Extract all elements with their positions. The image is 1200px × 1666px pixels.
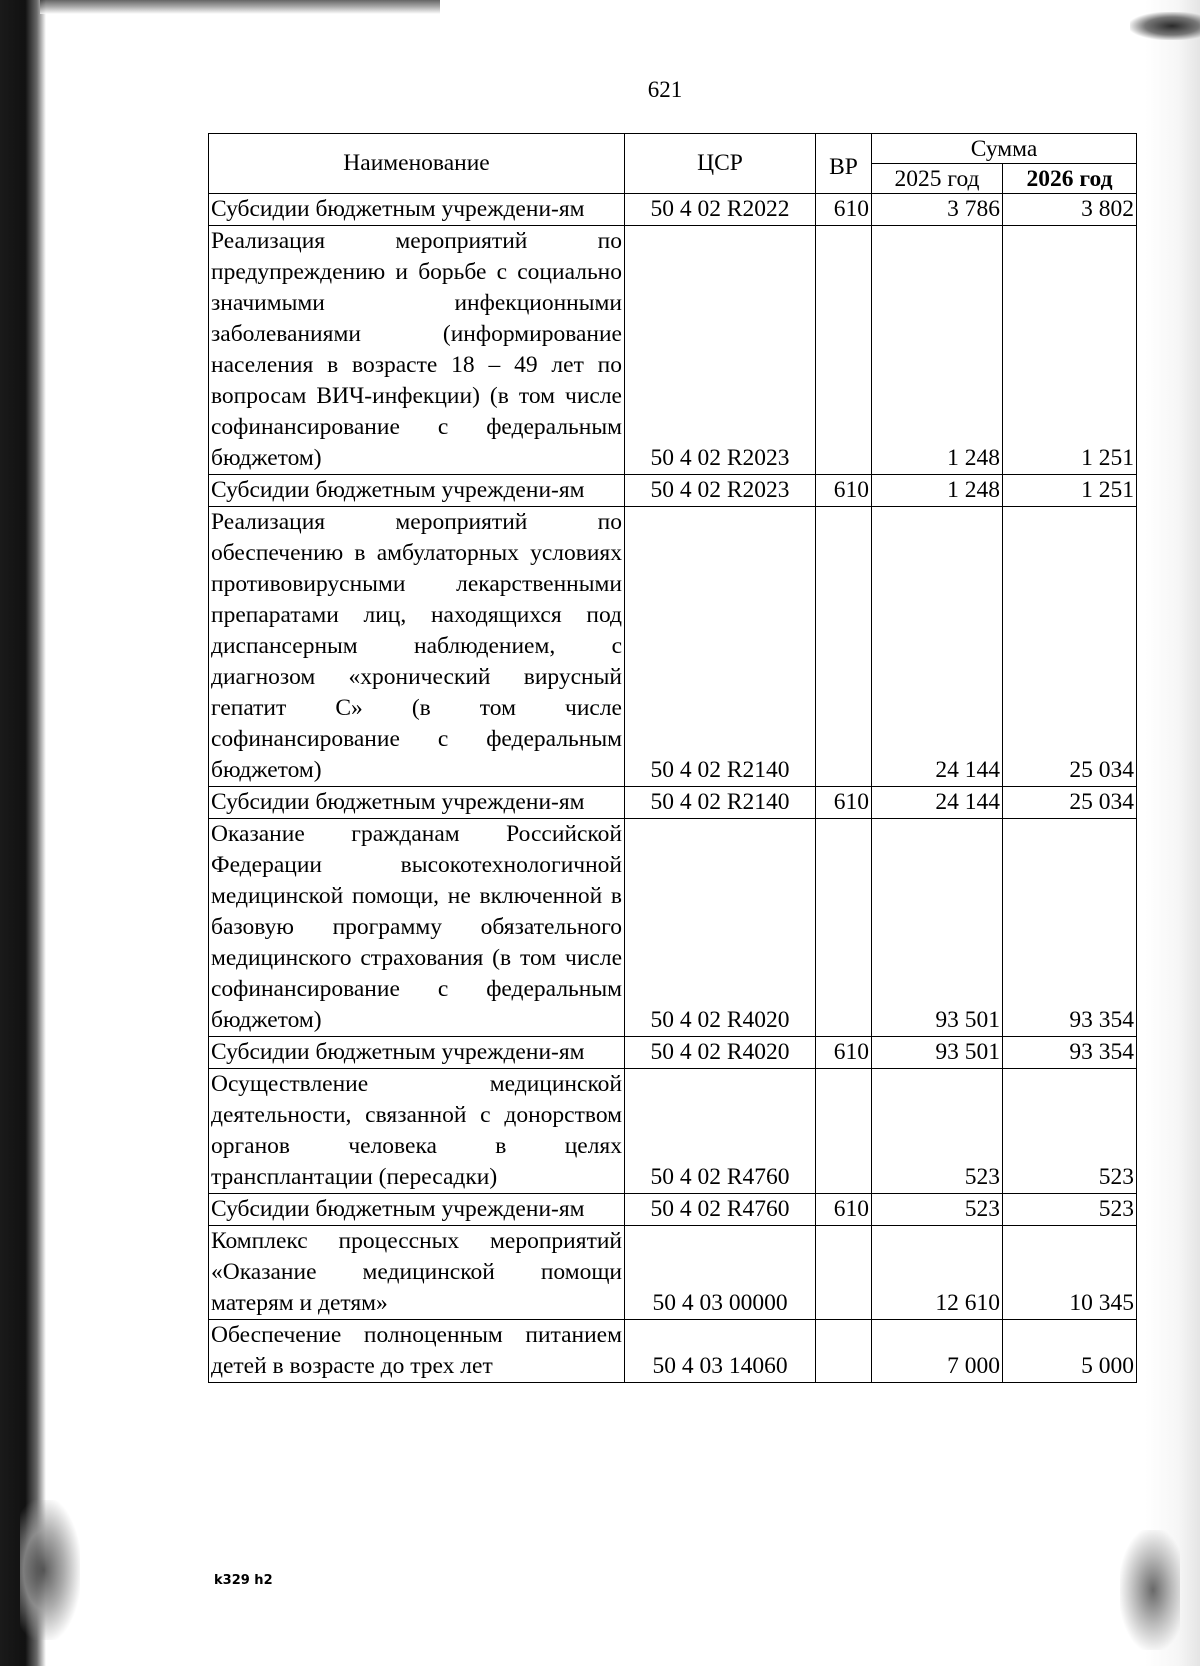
cell-vr: 610 <box>816 194 872 226</box>
cell-name: Субсидии бюджетным учреждени-ям <box>209 194 625 226</box>
cell-vr: 610 <box>816 787 872 819</box>
cell-vr: 610 <box>816 1194 872 1226</box>
cell-name: Реализация мероприятий по обеспечению в амбулаторных условиях противовирусными лекарственными препаратами лиц, находящихся под диспансерным наблюдением, с диагнозом «хронический вирусный гепатит С» (в том числе софинансирование с федеральным бюджетом) <box>209 507 625 787</box>
table-row <box>209 1320 1137 1383</box>
cell-2025: 93 501 <box>872 819 1003 1037</box>
cell-vr <box>816 1069 872 1194</box>
table-row <box>209 819 1137 1037</box>
scan-blot-top-right <box>1130 12 1200 40</box>
table-row <box>209 507 1137 787</box>
table-row <box>209 787 1137 819</box>
cell-csr: 50 4 02 R2023 <box>625 475 816 507</box>
cell-csr: 50 4 03 00000 <box>625 1226 816 1320</box>
header-vr: ВР <box>816 134 872 194</box>
cell-name: Субсидии бюджетным учреждени-ям <box>209 1037 625 1069</box>
scan-blot-bottom-left <box>20 1500 80 1640</box>
cell-2025: 1 248 <box>872 475 1003 507</box>
cell-2025: 93 501 <box>872 1037 1003 1069</box>
cell-name: Комплекс процессных мероприятий «Оказание медицинской помощи матерям и детям» <box>209 1226 625 1320</box>
cell-2026: 1 251 <box>1003 226 1137 475</box>
cell-vr <box>816 1226 872 1320</box>
cell-2026: 523 <box>1003 1069 1137 1194</box>
header-name: Наименование <box>209 134 625 194</box>
cell-csr: 50 4 02 R4020 <box>625 1037 816 1069</box>
cell-name: Оказание гражданам Российской Федерации высокотехнологичной медицинской помощи, не включенной в базовую программу обязательного медицинского страхования (в том числе софинансирование с федеральным бюджетом) <box>209 819 625 1037</box>
page-number: 621 <box>647 77 683 102</box>
cell-name: Реализация мероприятий по предупреждению и борьбе с социально значимыми инфекционными заболеваниями (информирование населения в возрасте 18 – 49 лет по вопросам ВИЧ-инфекции) (в том числе софинансирование с федеральным бюджетом) <box>209 226 625 475</box>
cell-csr: 50 4 02 R2023 <box>625 226 816 475</box>
cell-csr: 50 4 02 R2140 <box>625 787 816 819</box>
cell-2026: 5 000 <box>1003 1320 1137 1383</box>
cell-2026: 25 034 <box>1003 787 1137 819</box>
scan-blot-bottom-right <box>1120 1530 1180 1650</box>
cell-csr: 50 4 03 14060 <box>625 1320 816 1383</box>
table-row <box>209 1226 1137 1320</box>
table-header <box>209 134 1137 194</box>
header-csr: ЦСР <box>625 134 816 194</box>
table-row <box>209 1069 1137 1194</box>
cell-2025: 24 144 <box>872 507 1003 787</box>
cell-name: Обеспечение полноценным питанием детей в возрасте до трех лет <box>209 1320 625 1383</box>
header-year-2026: 2026 год <box>1003 164 1137 194</box>
cell-2026: 523 <box>1003 1194 1137 1226</box>
table-body <box>209 194 1137 1383</box>
cell-2025: 523 <box>872 1194 1003 1226</box>
cell-2026: 93 354 <box>1003 1037 1137 1069</box>
header-year-2025: 2025 год <box>872 164 1003 194</box>
cell-vr: 610 <box>816 1037 872 1069</box>
cell-2026: 10 345 <box>1003 1226 1137 1320</box>
cell-vr <box>816 507 872 787</box>
cell-2025: 12 610 <box>872 1226 1003 1320</box>
budget-table <box>208 133 1137 1383</box>
cell-csr: 50 4 02 R2022 <box>625 194 816 226</box>
cell-2025: 1 248 <box>872 226 1003 475</box>
table-row <box>209 194 1137 226</box>
scan-edge-top <box>40 0 440 14</box>
table-row <box>209 226 1137 475</box>
scan-noise-right <box>1145 0 1200 1666</box>
cell-csr: 50 4 02 R4760 <box>625 1069 816 1194</box>
cell-csr: 50 4 02 R4760 <box>625 1194 816 1226</box>
cell-name: Субсидии бюджетным учреждени-ям <box>209 787 625 819</box>
cell-name: Осуществление медицинской деятельности, связанной с донорством органов человека в целях трансплантации (пересадки) <box>209 1069 625 1194</box>
table-row <box>209 1194 1137 1226</box>
footer-code: k329 h2 <box>214 1573 273 1588</box>
scan-edge-left <box>0 0 46 1666</box>
cell-2026: 25 034 <box>1003 507 1137 787</box>
table-row <box>209 475 1137 507</box>
cell-2026: 1 251 <box>1003 475 1137 507</box>
cell-2025: 3 786 <box>872 194 1003 226</box>
cell-2025: 523 <box>872 1069 1003 1194</box>
cell-vr <box>816 226 872 475</box>
cell-vr <box>816 1320 872 1383</box>
cell-2025: 7 000 <box>872 1320 1003 1383</box>
cell-name: Субсидии бюджетным учреждени-ям <box>209 1194 625 1226</box>
cell-name: Субсидии бюджетным учреждени-ям <box>209 475 625 507</box>
cell-2025: 24 144 <box>872 787 1003 819</box>
cell-csr: 50 4 02 R2140 <box>625 507 816 787</box>
cell-vr <box>816 819 872 1037</box>
cell-csr: 50 4 02 R4020 <box>625 819 816 1037</box>
header-sum: Сумма <box>872 134 1137 164</box>
cell-vr: 610 <box>816 475 872 507</box>
cell-2026: 93 354 <box>1003 819 1137 1037</box>
cell-2026: 3 802 <box>1003 194 1137 226</box>
table-row <box>209 1037 1137 1069</box>
